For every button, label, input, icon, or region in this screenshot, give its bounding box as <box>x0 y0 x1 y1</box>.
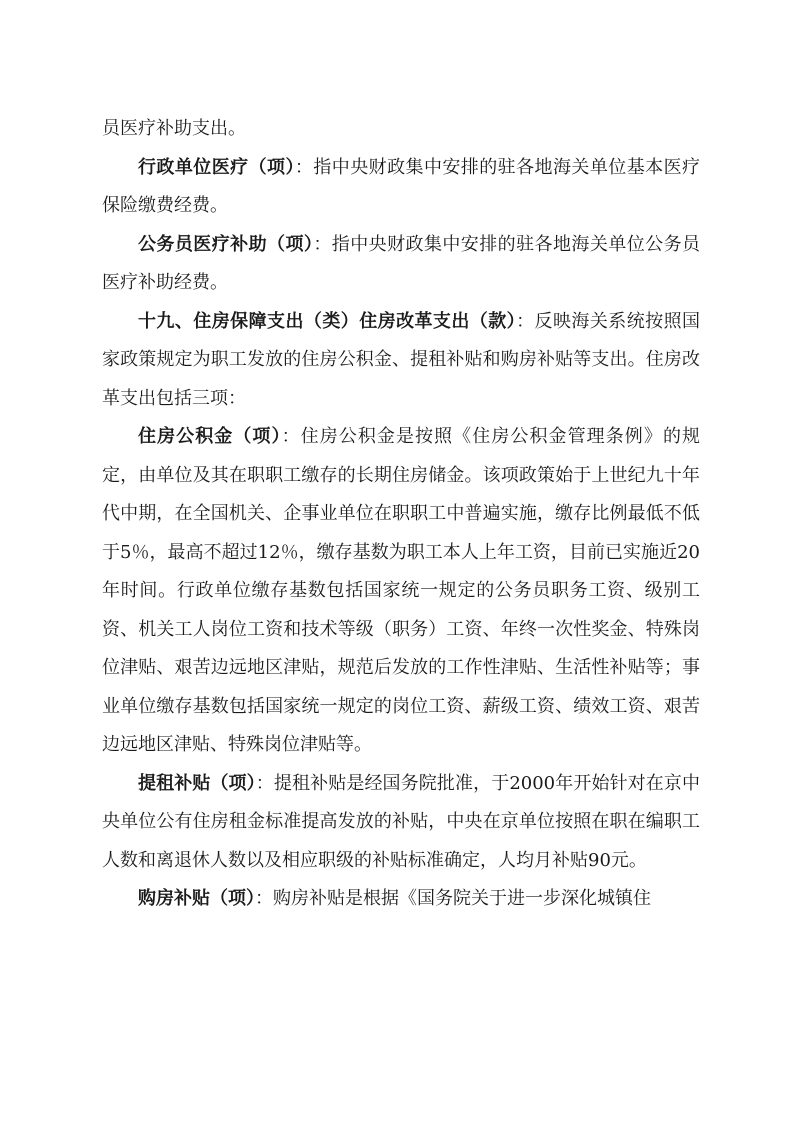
paragraph-4 <box>102 303 700 419</box>
paragraph-6 <box>102 765 700 881</box>
paragraph-2 <box>102 149 700 226</box>
paragraph-5-heading: 住房公积金（项） <box>138 426 282 447</box>
paragraph-4-text: ：反映海关系统按照国家政策规定为职工发放的住房公积金、提租补贴和购房补贴等支出。住房改革支出包括三项： <box>102 310 701 409</box>
paragraph-5 <box>102 418 700 765</box>
paragraph-7-heading: 购房补贴（项） <box>138 888 255 909</box>
paragraph-6-heading: 提租补贴（项） <box>138 772 256 794</box>
paragraph-3-heading: 公务员医疗补助（项） <box>138 233 314 255</box>
paragraph-1-text: 员医疗补助支出。 <box>102 118 246 139</box>
paragraph-3 <box>102 226 700 303</box>
paragraph-4-heading: 十九、住房保障支出（类）住房改革支出（款） <box>138 310 517 332</box>
paragraph-7-text: ：购房补贴是根据《国务院关于进一步深化城镇住 <box>255 888 651 909</box>
paragraph-1 <box>102 110 700 149</box>
paragraph-2-text: ：指中央财政集中安排的驻各地海关单位基本医疗保险缴费经费。 <box>102 156 701 216</box>
paragraph-6-text: ：提租补贴是经国务院批准，于2000年开始针对在京中央单位公有住房租金标准提高发放的补贴，中央在京单位按照在职在编职工人数和离退休人数以及相应职级的补贴标准确定，人均月补贴90元。 <box>102 772 701 871</box>
paragraph-5-text: ：住房公积金是按照《住房公积金管理条例》的规定，由单位及其在职职工缴存的长期住房储金。该项政策始于上世纪九十年代中期，在全国机关、企事业单位在职职工中普遍实施，缴存比例最低不低于5％，最高不超过12％，缴存基数为职工本人上年工资，目前已实施近20年时间。行政单位缴存基数包括国家统一规定的公务员职务工资、级别工资、机关工人岗位工资和技术等级（职务）工资、年终一次性奖金、特殊岗位津贴、艰苦边远地区津贴，规范后发放的工作性津贴、生活性补贴等；事业单位缴存基数包括国家统一规定的岗位工资、薪级工资、绩效工资、艰苦边远地区津贴、特殊岗位津贴等。 <box>102 426 701 755</box>
document-body <box>102 110 700 919</box>
paragraph-7 <box>102 880 700 919</box>
paragraph-2-heading: 行政单位医疗（项） <box>138 156 295 178</box>
paragraph-3-text: ：指中央财政集中安排的驻各地海关单位公务员医疗补助经费。 <box>102 233 701 293</box>
